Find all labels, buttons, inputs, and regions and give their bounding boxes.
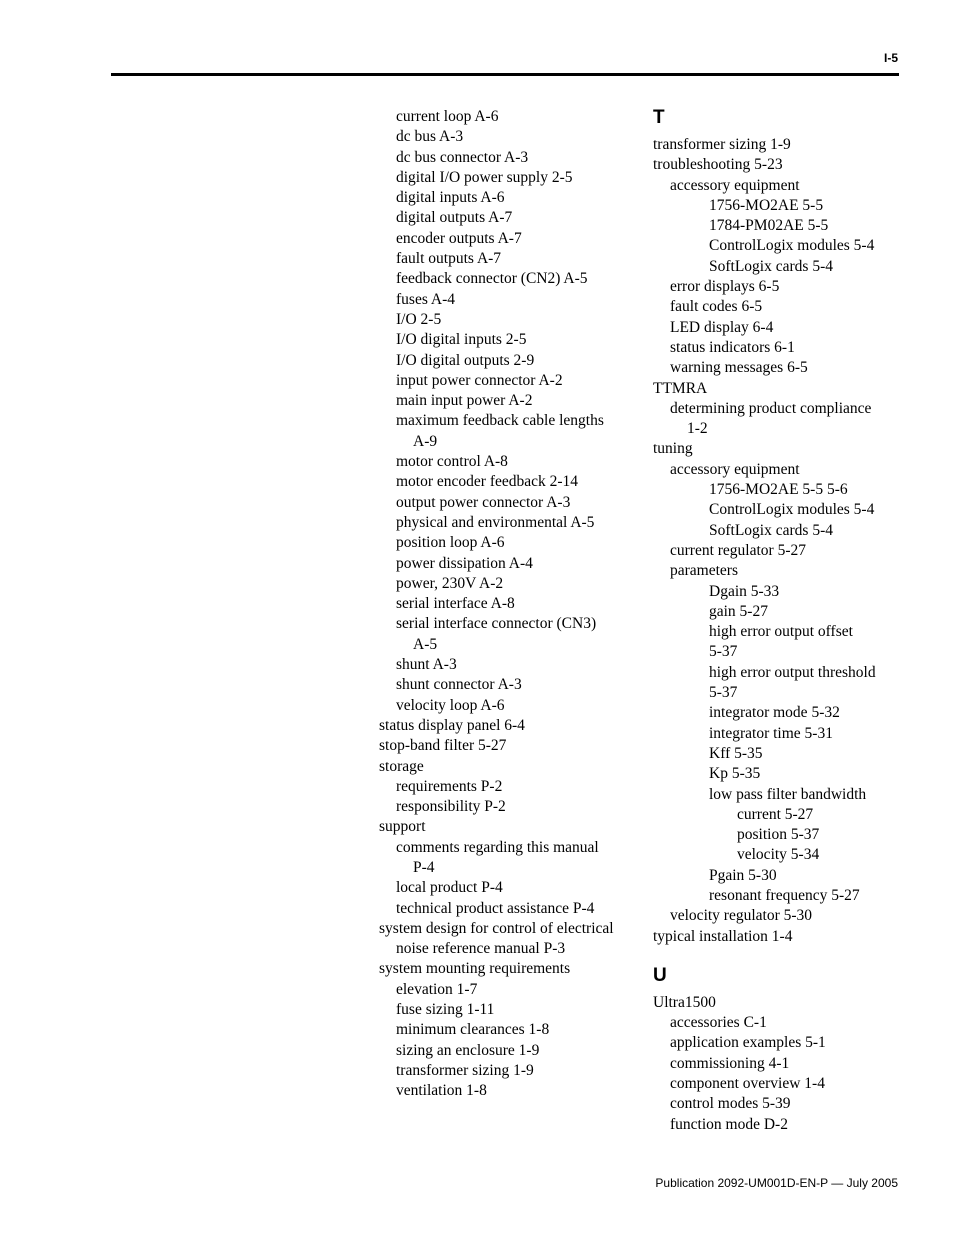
index-entry: ventilation 1-8 [396, 1082, 487, 1100]
header-rule [111, 73, 899, 76]
index-entry-continuation: 5-37 [709, 684, 738, 702]
index-entry: troubleshooting 5-23 [653, 156, 783, 174]
index-entry: parameters [670, 562, 738, 580]
index-entry: velocity loop A-6 [396, 696, 505, 714]
index-entry: encoder outputs A-7 [396, 229, 522, 247]
index-entry: physical and environmental A-5 [396, 513, 595, 531]
index-entry: high error output threshold [709, 663, 876, 681]
index-entry-continuation: 5-37 [709, 643, 738, 661]
index-entry: fault outputs A-7 [396, 250, 502, 268]
index-entry: current regulator 5-27 [670, 541, 806, 559]
index-entry: system mounting requirements [379, 960, 571, 978]
index-entry: storage [379, 757, 424, 775]
index-entry: elevation 1-7 [396, 980, 478, 998]
index-entry-continuation: A-5 [413, 635, 438, 653]
index-entry: shunt A-3 [396, 656, 457, 674]
index-entry: position 5-37 [737, 826, 820, 844]
index-entry: application examples 5-1 [670, 1034, 826, 1052]
index-entry: warning messages 6-5 [670, 359, 808, 377]
index-entry: error displays 6-5 [670, 278, 780, 296]
index-entry: Ultra1500 [653, 993, 716, 1011]
page-number: I-5 [883, 51, 898, 65]
index-entry: current 5-27 [737, 805, 814, 823]
index-entry: motor encoder feedback 2-14 [396, 473, 579, 491]
index-entry: status indicators 6-1 [670, 338, 795, 356]
index-entry: dc bus connector A-3 [396, 148, 529, 166]
index-entry: gain 5-27 [709, 602, 768, 620]
index-column-right [653, 107, 903, 1135]
index-entry: transformer sizing 1-9 [396, 1061, 534, 1079]
index-entry: technical product assistance P-4 [396, 899, 595, 917]
index-entry: accessories C-1 [670, 1014, 767, 1032]
index-entry: serial interface A-8 [396, 595, 515, 613]
index-entry: shunt connector A-3 [396, 676, 522, 694]
index-entry: component overview 1-4 [670, 1075, 825, 1093]
index-entry: dc bus A-3 [396, 128, 464, 146]
index-entry: ControlLogix modules 5-4 [709, 501, 875, 519]
index-entry: stop-band filter 5-27 [379, 737, 507, 755]
index-entry: function mode D-2 [670, 1115, 788, 1133]
index-entry: fuse sizing 1-11 [396, 1001, 495, 1019]
index-entry: ControlLogix modules 5-4 [709, 237, 875, 255]
index-entry: responsibility P-2 [396, 798, 506, 816]
index-entry: LED display 6-4 [670, 318, 774, 336]
index-entry: low pass filter bandwidth [709, 785, 867, 803]
index-entry: comments regarding this manual [396, 838, 599, 856]
index-entry: current loop A-6 [396, 108, 499, 125]
index-entry: resonant frequency 5-27 [709, 886, 860, 904]
index-entry: accessory equipment [670, 176, 800, 194]
index-entry: digital inputs A-6 [396, 189, 505, 207]
index-entry: Dgain 5-33 [709, 582, 780, 600]
index-entry: sizing an enclosure 1-9 [396, 1041, 540, 1059]
index-entry: I/O digital inputs 2-5 [396, 331, 527, 349]
index-entry: Kp 5-35 [709, 765, 761, 783]
publication-footer: Publication 2092-UM001D-EN-P — July 2005 [655, 1176, 898, 1190]
index-entry: motor control A-8 [396, 453, 508, 471]
index-entry: status display panel 6-4 [379, 716, 525, 734]
index-entry: velocity 5-34 [737, 846, 820, 864]
index-entry: tuning [653, 440, 693, 458]
index-letter-heading: U [653, 964, 667, 986]
index-entry: digital outputs A-7 [396, 209, 513, 227]
index-entry: 1756-MO2AE 5-5 5-6 [709, 481, 848, 499]
index-entry: Kff 5-35 [709, 744, 763, 762]
index-entry: commissioning 4-1 [670, 1054, 790, 1072]
index-entry: fault codes 6-5 [670, 298, 763, 316]
index-entry: I/O 2-5 [396, 310, 442, 328]
index-entry: velocity regulator 5-30 [670, 907, 813, 925]
index-entry: SoftLogix cards 5-4 [709, 257, 833, 275]
index-entry: main input power A-2 [396, 392, 533, 410]
index-entry: system design for control of electrical [379, 919, 614, 937]
index-entry: position loop A-6 [396, 534, 505, 552]
index-entry: minimum clearances 1-8 [396, 1021, 550, 1039]
index-entry: accessory equipment [670, 460, 800, 478]
index-entry: 1756-MO2AE 5-5 [709, 196, 824, 214]
index-entry-continuation: noise reference manual P-3 [396, 940, 566, 958]
index-entry: typical installation 1-4 [653, 927, 793, 945]
index-entry: local product P-4 [396, 879, 503, 897]
index-entry: power, 230V A-2 [396, 574, 504, 592]
index-column-left [379, 107, 629, 1102]
index-entry: I/O digital outputs 2-9 [396, 351, 535, 369]
index-entry-continuation: P-4 [413, 858, 435, 876]
index-entry: maximum feedback cable lengths [396, 412, 604, 430]
index-entry: power dissipation A-4 [396, 554, 533, 572]
index-entry: control modes 5-39 [670, 1095, 791, 1113]
index-entry: fuses A-4 [396, 290, 455, 308]
index-entry: TTMRA [653, 379, 708, 397]
index-entry: requirements P-2 [396, 777, 503, 795]
index-letter-heading: T [653, 107, 665, 128]
index-entry: 1784-PM02AE 5-5 [709, 217, 829, 235]
index-entry-continuation: A-9 [413, 432, 438, 450]
section-spacer [653, 947, 903, 965]
index-entry: transformer sizing 1-9 [653, 136, 791, 153]
index-entry: support [379, 818, 426, 836]
index-entry: high error output offset [709, 623, 853, 641]
index-entry: SoftLogix cards 5-4 [709, 521, 833, 539]
index-entry: output power connector A-3 [396, 493, 571, 511]
index-entry: digital I/O power supply 2-5 [396, 168, 573, 186]
index-entry: feedback connector (CN2) A-5 [396, 270, 588, 288]
index-entry-continuation: 1-2 [687, 420, 708, 438]
index-entry: serial interface connector (CN3) [396, 615, 597, 633]
index-entry: Pgain 5-30 [709, 866, 777, 884]
index-entry: integrator mode 5-32 [709, 704, 840, 722]
index-entry: determining product compliance [670, 399, 872, 417]
index-entry: integrator time 5-31 [709, 724, 833, 742]
index-entry: input power connector A-2 [396, 371, 563, 389]
